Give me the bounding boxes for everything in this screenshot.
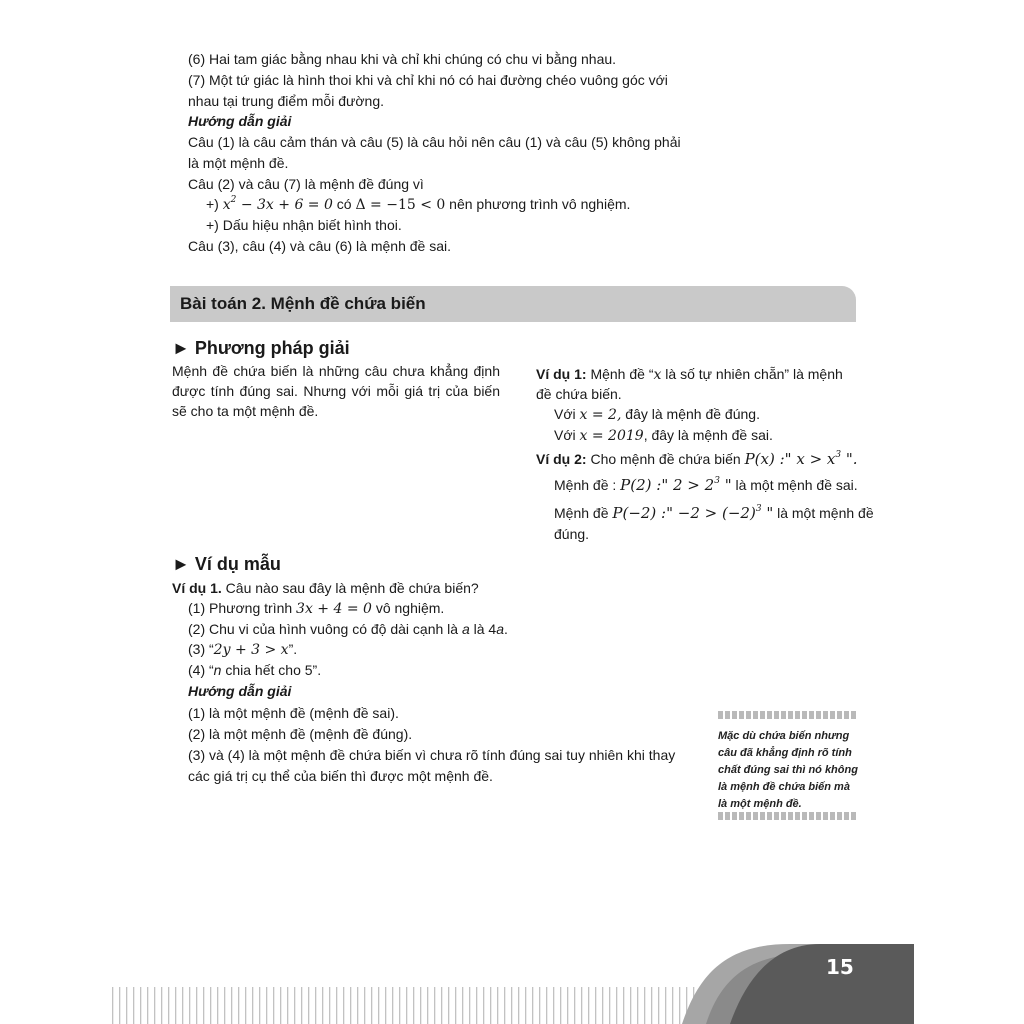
statement-7-line1: (7) Một tứ giác là hình thoi khi và chỉ khi nó có hai đường chéo vuông góc với <box>188 72 668 88</box>
example-1-case1: Với x = 2, đây là mệnh đề đúng. <box>554 406 760 423</box>
note-bottom-border <box>718 812 856 820</box>
solution-line-2b: +) Dấu hiệu nhận biết hình thoi. <box>206 217 402 233</box>
solution-line-2a: +) $x^2 - 3x + 6 = 0$ có Δ = −15 < 0 nên phương trình vô nghiệm. <box>206 195 631 213</box>
example-2-line1: Ví dụ 2: Cho mệnh đề chứa biến P(x) :" $x > x^3$ ". <box>536 450 858 468</box>
sample-heading: ► Ví dụ mẫu <box>172 554 281 574</box>
solution-line-1b: là một mệnh đề. <box>188 155 289 171</box>
footer-decoration <box>0 930 1024 1024</box>
statement-7-line2: nhau tại trung điểm mỗi đường. <box>188 93 384 109</box>
example-2-line3: Mệnh đề P(−2) :" $-2 > (-2)^3$ " là một mệnh đề <box>554 504 874 522</box>
sample-option-4: (4) “n chia hết cho 5”. <box>188 662 322 678</box>
example-1-line1: Ví dụ 1: Mệnh đề “x là số tự nhiên chẵn” là mệnh <box>536 366 843 383</box>
solution-line-1a: Câu (1) là câu cảm thán và câu (5) là câu hỏi nên câu (1) và câu (5) không phải <box>188 134 681 150</box>
sample-answer-3b: các giá trị cụ thể của biến thì được một mệnh đề. <box>188 768 493 784</box>
sample-answer-3a: (3) và (4) là một mệnh đề chứa biến vì chưa rõ tính đúng sai tuy nhiên khi thay <box>188 747 676 763</box>
sample-guide-heading: Hướng dẫn giải <box>188 683 292 699</box>
side-note: Mặc dù chứa biến nhưng câu đã khẳng định rõ tính chất đúng sai thì nó không là mệnh đề chứa biến mà là một mệnh đề. <box>718 730 858 810</box>
solution-line-2: Câu (2) và câu (7) là mệnh đề đúng vì <box>188 176 424 192</box>
sample-question: Ví dụ 1. Câu nào sau đây là mệnh đề chứa biến? <box>172 580 479 596</box>
solution-line-3: Câu (3), câu (4) và câu (6) là mệnh đề sai. <box>188 238 452 254</box>
example-2-line4: đúng. <box>554 526 590 542</box>
sample-option-1: (1) Phương trình 3x + 4 = 0 vô nghiệm. <box>188 600 445 617</box>
statement-6: (6) Hai tam giác bằng nhau khi và chỉ khi chúng có chu vi bằng nhau. <box>188 51 617 67</box>
sample-option-3: (3) “2y + 3 > x”. <box>188 641 298 658</box>
example-1-line2: đề chứa biến. <box>536 386 622 402</box>
example-2-line2: Mệnh đề : P(2) :" $2 > 2^3$ " là một mệnh đề sai. <box>554 476 858 494</box>
sample-answer-2: (2) là một mệnh đề (mệnh đề đúng). <box>188 726 413 742</box>
example-1-case2: Với x = 2019, đây là mệnh đề sai. <box>554 427 773 444</box>
equation-quadratic: $x^2 - 3x + 6 = 0$ <box>222 195 333 213</box>
page-number: 15 <box>826 955 854 979</box>
equation-discriminant: Δ = −15 < 0 <box>355 197 446 213</box>
section-title: Bài toán 2. Mệnh đề chứa biến <box>180 294 426 313</box>
sample-answer-1: (1) là một mệnh đề (mệnh đề sai). <box>188 705 399 721</box>
method-heading: ► Phương pháp giải <box>172 338 350 358</box>
sample-option-2: (2) Chu vi của hình vuông có độ dài cạnh là a là 4a. <box>188 621 508 637</box>
method-text: Mệnh đề chứa biến là những câu chưa khẳng định được tính đúng sai. Nhưng với mỗi giá trị của biến sẽ cho ta một mệnh đề. <box>172 363 500 419</box>
note-top-border <box>718 711 856 719</box>
solution-guide-heading: Hướng dẫn giải <box>188 113 292 129</box>
footer-stripe-band <box>110 987 750 1024</box>
